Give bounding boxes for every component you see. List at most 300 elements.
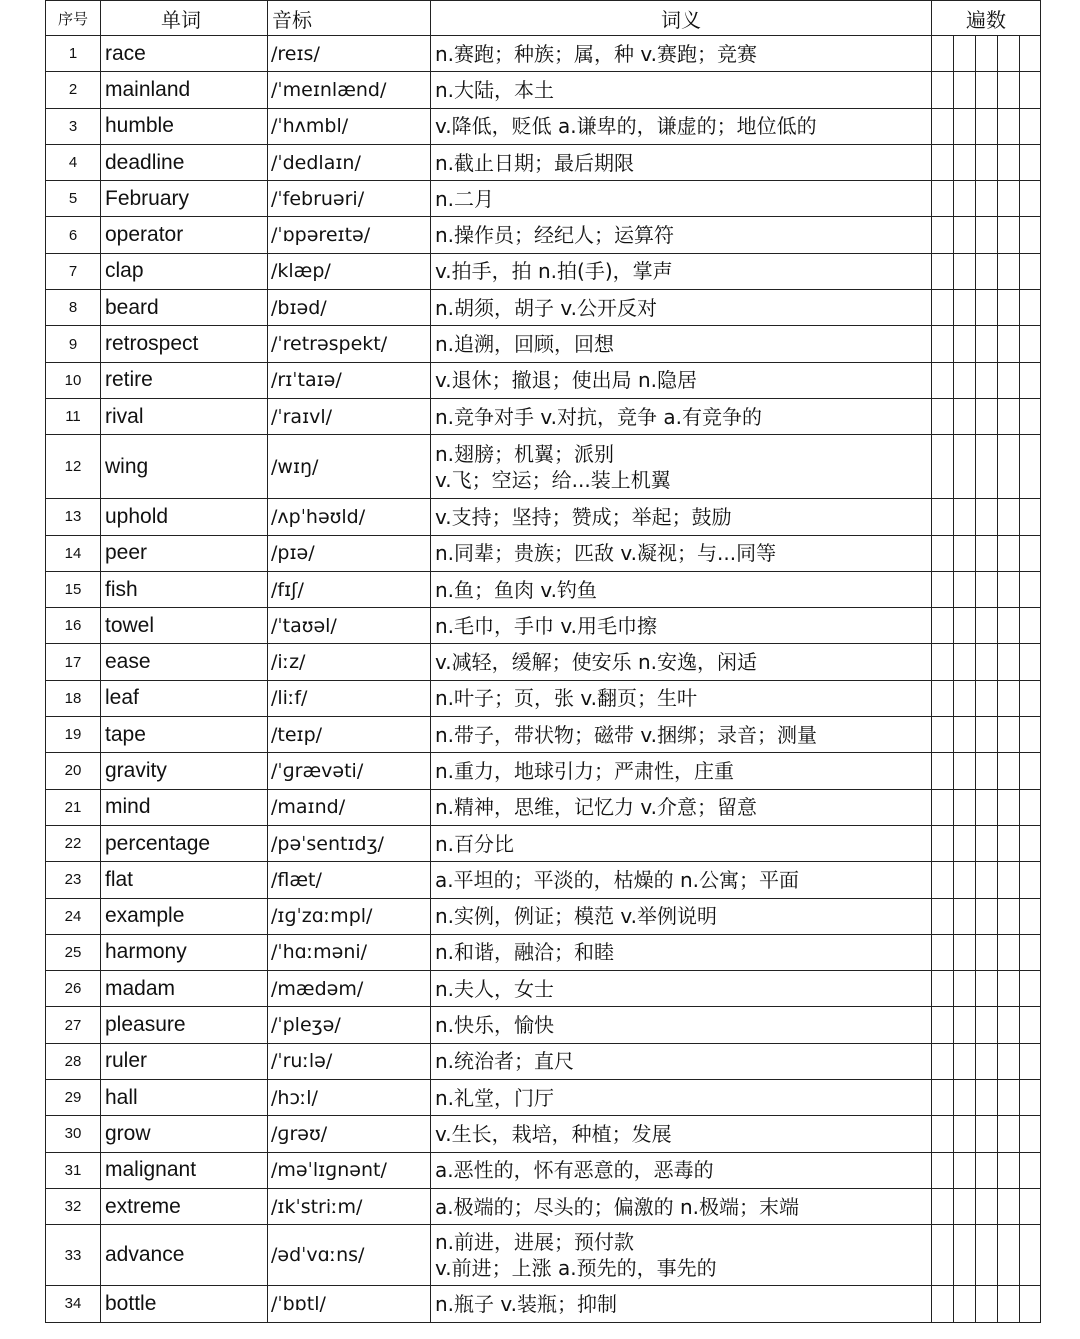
count-checkbox-cell[interactable] [976, 608, 998, 644]
count-checkbox-cell[interactable] [954, 789, 976, 825]
row-word: rival [101, 398, 268, 434]
count-checkbox-cell[interactable] [976, 36, 998, 72]
count-checkbox-cell[interactable] [932, 934, 954, 970]
count-checkbox-cell[interactable] [976, 181, 998, 217]
count-checkbox-cell[interactable] [998, 535, 1020, 571]
meaning-line: n.带子，带状物；磁带 v.捆绑；录音；测量 [435, 722, 818, 747]
row-meaning [431, 1043, 932, 1079]
table-row [46, 1188, 1041, 1224]
count-checkbox-cell[interactable] [998, 898, 1020, 934]
count-checkbox-cell[interactable] [932, 290, 954, 326]
count-checkbox-cell[interactable] [954, 535, 976, 571]
count-checkbox-cell[interactable] [932, 181, 954, 217]
count-checkbox-cell[interactable] [954, 680, 976, 716]
row-meaning [431, 217, 932, 253]
count-checkbox-cell[interactable] [976, 934, 998, 970]
meaning-line: n.快乐，愉快 [435, 1013, 555, 1038]
table-row [46, 1152, 1041, 1188]
count-checkbox-cell[interactable] [954, 72, 976, 108]
row-phonetic: /pəˈsentɪdʒ/ [268, 825, 431, 861]
row-index: 22 [46, 825, 101, 861]
count-checkbox-cell[interactable] [998, 36, 1020, 72]
table-row [46, 108, 1041, 144]
row-phonetic: /ˈdedlaɪn/ [268, 144, 431, 180]
meaning-line: n.同辈；贵族；匹敌 v.凝视；与...同等 [435, 541, 777, 566]
table-row [46, 72, 1041, 108]
count-checkbox-cell[interactable] [1020, 608, 1041, 644]
row-meaning [431, 571, 932, 607]
row-meaning [431, 608, 932, 644]
row-word: towel [101, 608, 268, 644]
row-meaning [431, 971, 932, 1007]
count-checkbox-cell[interactable] [932, 1152, 954, 1188]
row-word: February [101, 181, 268, 217]
count-checkbox-cell[interactable] [932, 789, 954, 825]
count-checkbox-cell[interactable] [932, 398, 954, 434]
header-index: 序号 [46, 1, 101, 36]
table-row [46, 571, 1041, 607]
count-checkbox-cell[interactable] [976, 862, 998, 898]
row-index: 28 [46, 1043, 101, 1079]
row-meaning [431, 290, 932, 326]
row-meaning [431, 253, 932, 289]
count-checkbox-cell[interactable] [998, 825, 1020, 861]
row-index: 9 [46, 326, 101, 362]
count-checkbox-cell[interactable] [954, 36, 976, 72]
row-phonetic: /rɪˈtaɪə/ [268, 362, 431, 398]
count-checkbox-cell[interactable] [998, 934, 1020, 970]
count-checkbox-cell[interactable] [976, 1080, 998, 1116]
count-checkbox-cell[interactable] [976, 1225, 998, 1286]
count-checkbox-cell[interactable] [998, 253, 1020, 289]
count-checkbox-cell[interactable] [932, 571, 954, 607]
meaning-line: n.追溯，回顾，回想 [435, 332, 615, 357]
count-checkbox-cell[interactable] [976, 789, 998, 825]
row-index: 27 [46, 1007, 101, 1043]
row-index: 15 [46, 571, 101, 607]
count-checkbox-cell[interactable] [954, 1007, 976, 1043]
count-checkbox-cell[interactable] [932, 644, 954, 680]
count-checkbox-cell[interactable] [976, 499, 998, 535]
count-checkbox-cell[interactable] [976, 1188, 998, 1224]
count-checkbox-cell[interactable] [932, 72, 954, 108]
count-checkbox-cell[interactable] [954, 1188, 976, 1224]
count-checkbox-cell[interactable] [1020, 934, 1041, 970]
count-checkbox-cell[interactable] [998, 1116, 1020, 1152]
count-checkbox-cell[interactable] [954, 144, 976, 180]
count-checkbox-cell[interactable] [1020, 36, 1041, 72]
row-phonetic: /ˈtaʊəl/ [268, 608, 431, 644]
row-word: deadline [101, 144, 268, 180]
row-phonetic: /ˈpleʒə/ [268, 1007, 431, 1043]
count-checkbox-cell[interactable] [998, 326, 1020, 362]
count-checkbox-cell[interactable] [1020, 825, 1041, 861]
count-checkbox-cell[interactable] [976, 326, 998, 362]
count-checkbox-cell[interactable] [932, 680, 954, 716]
count-checkbox-cell[interactable] [932, 36, 954, 72]
count-checkbox-cell[interactable] [1020, 108, 1041, 144]
count-checkbox-cell[interactable] [954, 862, 976, 898]
row-phonetic: /pɪə/ [268, 535, 431, 571]
row-word: grow [101, 1116, 268, 1152]
count-checkbox-cell[interactable] [1020, 789, 1041, 825]
count-checkbox-cell[interactable] [954, 326, 976, 362]
table-row [46, 217, 1041, 253]
row-index: 26 [46, 971, 101, 1007]
meaning-line: v.前进；上涨 a.预先的，事先的 [435, 1256, 717, 1281]
count-checkbox-cell[interactable] [954, 753, 976, 789]
count-checkbox-cell[interactable] [976, 435, 998, 499]
count-checkbox-cell[interactable] [954, 1080, 976, 1116]
count-checkbox-cell[interactable] [1020, 717, 1041, 753]
count-checkbox-cell[interactable] [976, 753, 998, 789]
row-index: 32 [46, 1188, 101, 1224]
row-word: harmony [101, 934, 268, 970]
meaning-line: n.重力，地球引力；严肃性，庄重 [435, 758, 735, 783]
row-word: gravity [101, 753, 268, 789]
row-index: 33 [46, 1225, 101, 1286]
row-index: 14 [46, 535, 101, 571]
row-phonetic: /ˈraɪvl/ [268, 398, 431, 434]
row-index: 23 [46, 862, 101, 898]
row-index: 13 [46, 499, 101, 535]
count-checkbox-cell[interactable] [954, 1152, 976, 1188]
count-checkbox-cell[interactable] [1020, 680, 1041, 716]
count-checkbox-cell[interactable] [932, 217, 954, 253]
count-checkbox-cell[interactable] [954, 971, 976, 1007]
count-checkbox-cell[interactable] [998, 971, 1020, 1007]
row-phonetic: /ɡrəʊ/ [268, 1116, 431, 1152]
row-word: ruler [101, 1043, 268, 1079]
meaning-line: v.支持；坚持；赞成；举起；鼓励 [435, 504, 732, 529]
count-checkbox-cell[interactable] [932, 1043, 954, 1079]
count-checkbox-cell[interactable] [976, 1116, 998, 1152]
count-checkbox-cell[interactable] [954, 362, 976, 398]
count-checkbox-cell[interactable] [1020, 290, 1041, 326]
row-meaning [431, 680, 932, 716]
table-row [46, 1225, 1041, 1286]
table-row [46, 1286, 1041, 1322]
count-checkbox-cell[interactable] [998, 1080, 1020, 1116]
meaning-line: n.鱼；鱼肉 v.钓鱼 [435, 577, 598, 602]
count-checkbox-cell[interactable] [932, 717, 954, 753]
count-checkbox-cell[interactable] [998, 499, 1020, 535]
count-checkbox-cell[interactable] [976, 680, 998, 716]
row-word: wing [101, 435, 268, 499]
row-phonetic: /ˈruːlə/ [268, 1043, 431, 1079]
row-index: 25 [46, 934, 101, 970]
count-checkbox-cell[interactable] [932, 1188, 954, 1224]
meaning-line: n.二月 [435, 186, 495, 211]
count-checkbox-cell[interactable] [932, 535, 954, 571]
count-checkbox-cell[interactable] [998, 290, 1020, 326]
row-meaning [431, 362, 932, 398]
count-checkbox-cell[interactable] [932, 253, 954, 289]
count-checkbox-cell[interactable] [976, 1007, 998, 1043]
row-word: ease [101, 644, 268, 680]
count-checkbox-cell[interactable] [1020, 72, 1041, 108]
count-checkbox-cell[interactable] [1020, 862, 1041, 898]
meaning-line: n.竞争对手 v.对抗，竞争 a.有竞争的 [435, 404, 763, 429]
row-meaning [431, 144, 932, 180]
count-checkbox-cell[interactable] [1020, 971, 1041, 1007]
count-checkbox-cell[interactable] [976, 1286, 998, 1322]
count-checkbox-cell[interactable] [976, 108, 998, 144]
count-checkbox-cell[interactable] [954, 253, 976, 289]
count-checkbox-cell[interactable] [976, 535, 998, 571]
meaning-line: n.前进，进展；预付款 [435, 1230, 635, 1255]
count-checkbox-cell[interactable] [932, 862, 954, 898]
count-checkbox-cell[interactable] [976, 1152, 998, 1188]
count-checkbox-cell[interactable] [998, 72, 1020, 108]
count-checkbox-cell[interactable] [976, 362, 998, 398]
count-checkbox-cell[interactable] [954, 1116, 976, 1152]
count-checkbox-cell[interactable] [932, 1116, 954, 1152]
count-checkbox-cell[interactable] [932, 499, 954, 535]
row-index: 7 [46, 253, 101, 289]
count-checkbox-cell[interactable] [932, 144, 954, 180]
count-checkbox-cell[interactable] [998, 753, 1020, 789]
row-meaning [431, 108, 932, 144]
count-checkbox-cell[interactable] [998, 181, 1020, 217]
meaning-line: n.胡须，胡子 v.公开反对 [435, 295, 658, 320]
count-checkbox-cell[interactable] [1020, 362, 1041, 398]
table-row [46, 144, 1041, 180]
count-checkbox-cell[interactable] [954, 1043, 976, 1079]
count-checkbox-cell[interactable] [932, 326, 954, 362]
count-checkbox-cell[interactable] [954, 290, 976, 326]
table-row [46, 971, 1041, 1007]
row-index: 11 [46, 398, 101, 434]
row-phonetic: /ˈfebruəri/ [268, 181, 431, 217]
count-checkbox-cell[interactable] [932, 825, 954, 861]
count-checkbox-cell[interactable] [976, 717, 998, 753]
count-checkbox-cell[interactable] [1020, 1007, 1041, 1043]
row-word: humble [101, 108, 268, 144]
count-checkbox-cell[interactable] [976, 290, 998, 326]
row-meaning [431, 36, 932, 72]
meaning-line: a.恶性的，怀有恶意的，恶毒的 [435, 1158, 714, 1183]
count-checkbox-cell[interactable] [976, 898, 998, 934]
row-word: example [101, 898, 268, 934]
row-phonetic: /ʌpˈhəʊld/ [268, 499, 431, 535]
count-checkbox-cell[interactable] [954, 1286, 976, 1322]
count-checkbox-cell[interactable] [932, 362, 954, 398]
row-phonetic: /ˈbɒtl/ [268, 1286, 431, 1322]
count-checkbox-cell[interactable] [932, 1225, 954, 1286]
count-checkbox-cell[interactable] [1020, 181, 1041, 217]
count-checkbox-cell[interactable] [1020, 217, 1041, 253]
row-phonetic: /məˈlɪɡnənt/ [268, 1152, 431, 1188]
count-checkbox-cell[interactable] [998, 1007, 1020, 1043]
row-meaning [431, 934, 932, 970]
count-checkbox-cell[interactable] [976, 571, 998, 607]
count-checkbox-cell[interactable] [998, 862, 1020, 898]
row-phonetic: /ɪɡˈzɑːmpl/ [268, 898, 431, 934]
count-checkbox-cell[interactable] [976, 398, 998, 434]
row-index: 19 [46, 717, 101, 753]
meaning-line: n.操作员；经纪人；运算符 [435, 223, 675, 248]
count-checkbox-cell[interactable] [976, 217, 998, 253]
count-checkbox-cell[interactable] [998, 571, 1020, 607]
row-meaning [431, 1225, 932, 1286]
count-checkbox-cell[interactable] [1020, 1116, 1041, 1152]
count-checkbox-cell[interactable] [998, 398, 1020, 434]
count-checkbox-cell[interactable] [1020, 1225, 1041, 1286]
table-body [46, 36, 1041, 1323]
table-row [46, 753, 1041, 789]
count-checkbox-cell[interactable] [998, 608, 1020, 644]
row-phonetic: /fɪʃ/ [268, 571, 431, 607]
meaning-line: n.赛跑；种族；属，种 v.赛跑；竞赛 [435, 41, 758, 66]
count-checkbox-cell[interactable] [954, 898, 976, 934]
count-checkbox-cell[interactable] [998, 644, 1020, 680]
row-meaning [431, 1286, 932, 1322]
count-checkbox-cell[interactable] [1020, 398, 1041, 434]
row-word: percentage [101, 825, 268, 861]
count-checkbox-cell[interactable] [976, 72, 998, 108]
count-checkbox-cell[interactable] [954, 934, 976, 970]
count-checkbox-cell[interactable] [1020, 499, 1041, 535]
row-meaning [431, 1080, 932, 1116]
count-checkbox-cell[interactable] [998, 144, 1020, 180]
count-checkbox-cell[interactable] [932, 898, 954, 934]
count-checkbox-cell[interactable] [998, 108, 1020, 144]
meaning-line: v.退休；撤退；使出局 n.隐居 [435, 368, 698, 393]
count-checkbox-cell[interactable] [1020, 144, 1041, 180]
row-meaning [431, 181, 932, 217]
row-phonetic: /teɪp/ [268, 717, 431, 753]
vocabulary-table [45, 0, 1041, 1323]
count-checkbox-cell[interactable] [976, 1043, 998, 1079]
row-word: mainland [101, 72, 268, 108]
count-checkbox-cell[interactable] [998, 435, 1020, 499]
row-meaning [431, 898, 932, 934]
count-checkbox-cell[interactable] [1020, 253, 1041, 289]
row-phonetic: /klæp/ [268, 253, 431, 289]
count-checkbox-cell[interactable] [1020, 1043, 1041, 1079]
count-checkbox-cell[interactable] [998, 362, 1020, 398]
meaning-line: n.毛巾，手巾 v.用毛巾擦 [435, 613, 658, 638]
table-row [46, 435, 1041, 499]
count-checkbox-cell[interactable] [954, 108, 976, 144]
row-index: 21 [46, 789, 101, 825]
row-meaning [431, 1116, 932, 1152]
row-meaning [431, 789, 932, 825]
count-checkbox-cell[interactable] [932, 753, 954, 789]
meaning-line: n.夫人，女士 [435, 976, 555, 1001]
header-phonetic: 音标 [268, 1, 431, 36]
row-phonetic: /ədˈvɑːns/ [268, 1225, 431, 1286]
row-word: malignant [101, 1152, 268, 1188]
row-index: 30 [46, 1116, 101, 1152]
count-checkbox-cell[interactable] [932, 1080, 954, 1116]
count-checkbox-cell[interactable] [998, 1188, 1020, 1224]
row-word: flat [101, 862, 268, 898]
count-checkbox-cell[interactable] [1020, 1080, 1041, 1116]
row-index: 12 [46, 435, 101, 499]
row-word: uphold [101, 499, 268, 535]
count-checkbox-cell[interactable] [932, 1007, 954, 1043]
meaning-line: n.大陆，本土 [435, 77, 555, 102]
count-checkbox-cell[interactable] [998, 1225, 1020, 1286]
count-checkbox-cell[interactable] [954, 217, 976, 253]
count-checkbox-cell[interactable] [932, 108, 954, 144]
count-checkbox-cell[interactable] [932, 435, 954, 499]
row-word: pleasure [101, 1007, 268, 1043]
count-checkbox-cell[interactable] [1020, 644, 1041, 680]
row-phonetic: /ˈɡrævəti/ [268, 753, 431, 789]
row-meaning [431, 825, 932, 861]
count-checkbox-cell[interactable] [998, 1043, 1020, 1079]
count-checkbox-cell[interactable] [976, 253, 998, 289]
count-checkbox-cell[interactable] [954, 644, 976, 680]
count-checkbox-cell[interactable] [954, 398, 976, 434]
count-checkbox-cell[interactable] [954, 717, 976, 753]
count-checkbox-cell[interactable] [1020, 571, 1041, 607]
count-checkbox-cell[interactable] [976, 644, 998, 680]
count-checkbox-cell[interactable] [1020, 753, 1041, 789]
table-row [46, 1007, 1041, 1043]
count-checkbox-cell[interactable] [932, 1286, 954, 1322]
row-index: 10 [46, 362, 101, 398]
count-checkbox-cell[interactable] [932, 608, 954, 644]
count-checkbox-cell[interactable] [1020, 326, 1041, 362]
row-phonetic: /ɪkˈstriːm/ [268, 1188, 431, 1224]
meaning-line: n.翅膀；机翼；派别 [435, 441, 615, 466]
row-index: 2 [46, 72, 101, 108]
header-word: 单词 [101, 1, 268, 36]
count-checkbox-cell[interactable] [976, 971, 998, 1007]
count-checkbox-cell[interactable] [998, 789, 1020, 825]
count-checkbox-cell[interactable] [976, 144, 998, 180]
count-checkbox-cell[interactable] [932, 971, 954, 1007]
table-row [46, 934, 1041, 970]
count-checkbox-cell[interactable] [1020, 1286, 1041, 1322]
count-checkbox-cell[interactable] [998, 217, 1020, 253]
count-checkbox-cell[interactable] [1020, 898, 1041, 934]
table-row [46, 717, 1041, 753]
meaning-line: n.礼堂，门厅 [435, 1085, 555, 1110]
count-checkbox-cell[interactable] [1020, 435, 1041, 499]
row-index: 34 [46, 1286, 101, 1322]
count-checkbox-cell[interactable] [1020, 1152, 1041, 1188]
count-checkbox-cell[interactable] [954, 608, 976, 644]
count-checkbox-cell[interactable] [1020, 1188, 1041, 1224]
row-index: 6 [46, 217, 101, 253]
row-word: hall [101, 1080, 268, 1116]
count-checkbox-cell[interactable] [954, 435, 976, 499]
meaning-line: a.平坦的；平淡的，枯燥的 n.公寓；平面 [435, 867, 800, 892]
table-row [46, 326, 1041, 362]
count-checkbox-cell[interactable] [998, 1286, 1020, 1322]
row-phonetic: /ˈretrəspekt/ [268, 326, 431, 362]
row-word: clap [101, 253, 268, 289]
count-checkbox-cell[interactable] [976, 825, 998, 861]
count-checkbox-cell[interactable] [998, 717, 1020, 753]
count-checkbox-cell[interactable] [1020, 535, 1041, 571]
meaning-line: n.和谐，融洽；和睦 [435, 940, 615, 965]
count-checkbox-cell[interactable] [954, 181, 976, 217]
row-phonetic: /ˈmeɪnlænd/ [268, 72, 431, 108]
row-phonetic: /mædəm/ [268, 971, 431, 1007]
count-checkbox-cell[interactable] [998, 1152, 1020, 1188]
count-checkbox-cell[interactable] [954, 1225, 976, 1286]
count-checkbox-cell[interactable] [998, 680, 1020, 716]
count-checkbox-cell[interactable] [954, 825, 976, 861]
count-checkbox-cell[interactable] [954, 571, 976, 607]
count-checkbox-cell[interactable] [954, 499, 976, 535]
